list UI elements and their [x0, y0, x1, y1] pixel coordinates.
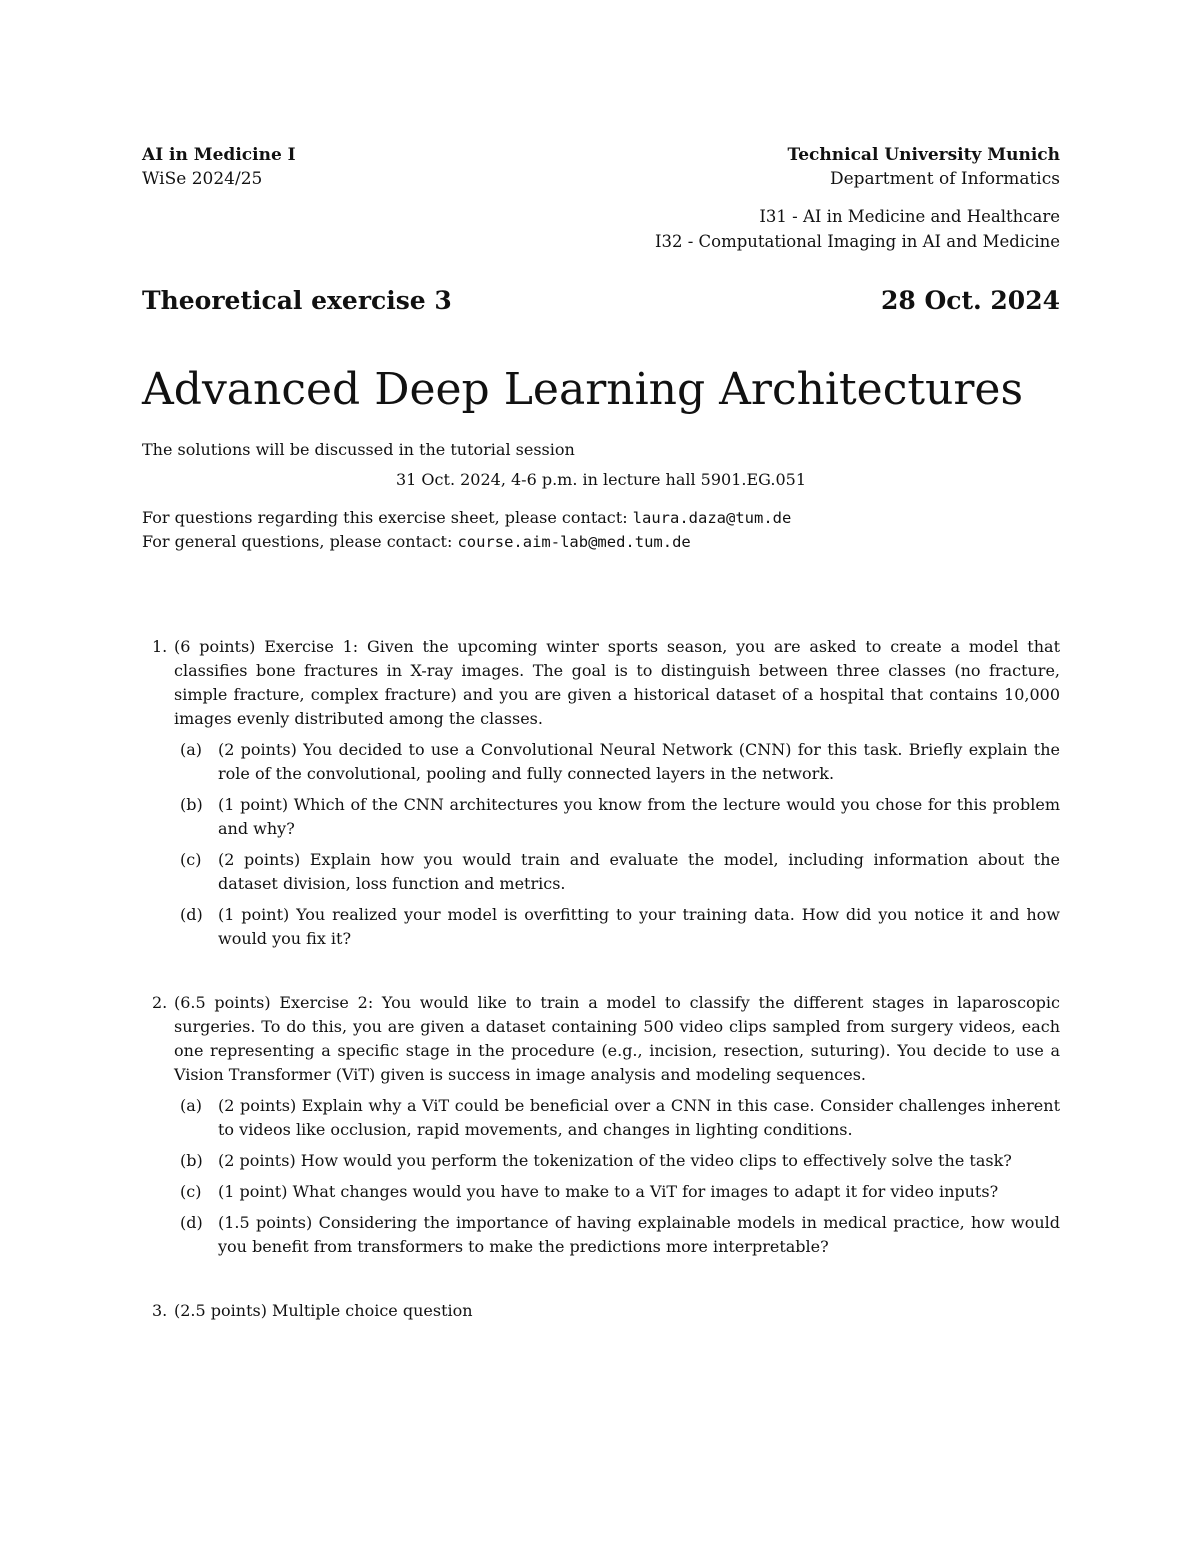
subquestion-label: (a) — [180, 740, 203, 759]
subquestion-label: (d) — [180, 905, 203, 924]
semester: WiSe 2024/25 — [142, 169, 263, 189]
chair-1: I31 - AI in Medicine and Healthcare — [759, 207, 1060, 226]
subquestion-list — [174, 738, 1060, 951]
exercise-number: 2. — [152, 993, 168, 1012]
page-title: Advanced Deep Learning Architectures — [142, 364, 1024, 415]
subquestion — [174, 1180, 1060, 1204]
subquestion — [174, 1094, 1060, 1142]
course-name: AI in Medicine I — [142, 145, 296, 165]
subquestion-text: (2 points) Explain how you would train and evaluate the model, including information about the dataset division, loss function and metrics. — [218, 850, 1060, 893]
subquestion-label: (c) — [180, 850, 202, 869]
chairs — [655, 204, 1060, 254]
exercise-text: (6 points) Exercise 1: Given the upcoming winter sports season, you are asked to create a model that classifies bone fractures in X-ray images. The goal is to distinguish between three classes (no fracture, simple fracture, complex fracture) and you are given a historical dataset of a hospital that contains 10,000 images evenly distributed among the classes. — [174, 637, 1060, 728]
subquestion-text: (1 point) You realized your model is overfitting to your training data. How did you notice it and how would you fix it? — [218, 905, 1060, 948]
exercise-1 — [142, 635, 1060, 951]
contact-general — [142, 530, 1060, 554]
exercise-text: (6.5 points) Exercise 2: You would like to train a model to classify the different stages in laparoscopic surgeries. To do this, you are given a dataset containing 500 video clips sampled from surgery videos, each one representing a specific stage in the procedure (e.g., incision, resection, suturing). You decide to use a Vision Transformer (ViT) given is success in image analysis and modeling sequences. — [174, 993, 1060, 1084]
department-name: Department of Informatics — [829, 169, 1060, 189]
subquestion-text: (2 points) How would you perform the tokenization of the video clips to effectively solve the task? — [218, 1151, 1012, 1170]
chair-2: I32 - Computational Imaging in AI and Medicine — [654, 232, 1060, 251]
exercise-number: 3. — [152, 1301, 168, 1320]
subquestion — [174, 1211, 1060, 1259]
sheet-name: Theoretical exercise 3 — [142, 286, 452, 315]
contact-general-text: For general questions, please contact: — [142, 532, 453, 551]
subquestion-label: (c) — [180, 1182, 202, 1201]
info-block — [142, 438, 1060, 554]
tutorial-session: 31 Oct. 2024, 4-6 p.m. in lecture hall 5901.EG.051 — [395, 470, 806, 489]
sheet-date: 28 Oct. 2024 — [880, 286, 1060, 315]
exercise-number: 1. — [152, 637, 168, 656]
header-right — [788, 143, 1060, 191]
exercise-sheet-page — [142, 0, 1060, 1553]
contact-sheet-text: For questions regarding this exercise sheet, please contact: — [142, 508, 628, 527]
subquestion-text: (1 point) Which of the CNN architectures you know from the lecture would you chose for this problem and why? — [218, 795, 1060, 838]
contact-sheet — [142, 506, 1060, 530]
subquestion-label: (b) — [180, 795, 203, 814]
subquestion — [174, 848, 1060, 896]
subquestion — [174, 793, 1060, 841]
contact-general-email[interactable]: course.aim-lab@med.tum.de — [457, 533, 691, 551]
exercise-2 — [142, 991, 1060, 1259]
solutions-text: The solutions will be discussed in the tutorial session — [142, 440, 575, 459]
subquestion-text: (1.5 points) Considering the importance of having explainable models in medical practice, how would you benefit from transformers to make the predictions more interpretable? — [218, 1213, 1060, 1256]
subquestion — [174, 738, 1060, 786]
university-name: Technical University Munich — [787, 145, 1060, 165]
header-left — [142, 143, 296, 191]
subquestion-text: (1 point) What changes would you have to make to a ViT for images to adapt it for video inputs? — [218, 1182, 999, 1201]
subquestion — [174, 903, 1060, 951]
subquestion-text: (2 points) You decided to use a Convolutional Neural Network (CNN) for this task. Briefly explain the role of the convolutional, pooling and fully connected layers in the network. — [218, 740, 1060, 783]
exercise-list — [142, 635, 1060, 1323]
exercise-3 — [142, 1299, 1060, 1323]
exercise-text: (2.5 points) Multiple choice question — [174, 1301, 473, 1320]
subquestion-text: (2 points) Explain why a ViT could be beneficial over a CNN in this case. Consider challenges inherent to videos like occlusion, rapid movements, and changes in lighting conditions. — [218, 1096, 1060, 1139]
subquestion-label: (d) — [180, 1213, 203, 1232]
subquestion — [174, 1149, 1060, 1173]
contact-sheet-email[interactable]: laura.daza@tum.de — [632, 509, 792, 527]
subquestion-label: (b) — [180, 1151, 203, 1170]
subquestion-list — [174, 1094, 1060, 1259]
subquestion-label: (a) — [180, 1096, 203, 1115]
